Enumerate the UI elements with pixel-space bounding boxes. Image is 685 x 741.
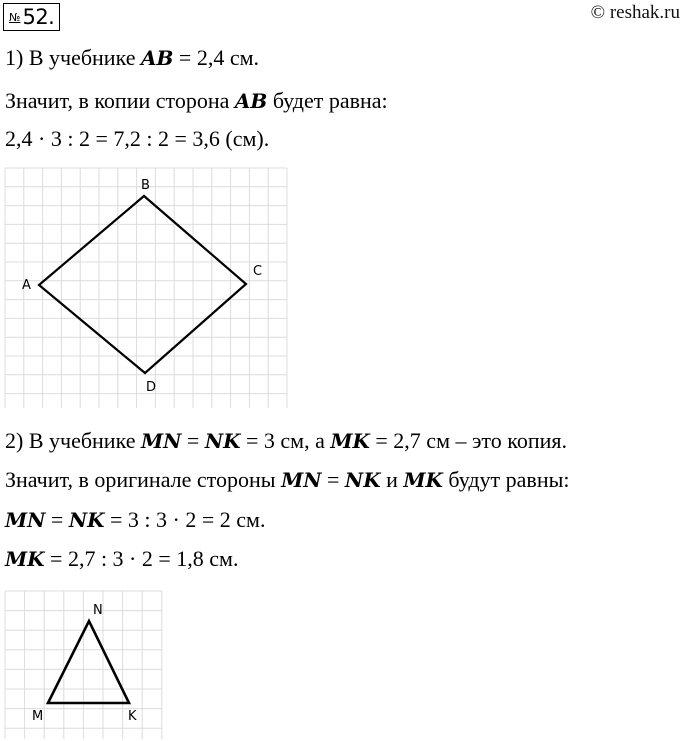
- text: 2) В учебнике: [5, 428, 141, 453]
- label-b: B: [141, 178, 150, 193]
- math-mn: MN: [281, 468, 322, 492]
- triangle-mnk: [48, 621, 129, 703]
- text: и: [380, 467, 404, 492]
- label-k: K: [128, 709, 137, 724]
- text: будут равны:: [442, 467, 570, 492]
- watermark: © reshak.ru: [590, 2, 680, 23]
- math-mk: MK: [330, 429, 370, 453]
- text: =: [321, 467, 345, 492]
- math-nk: NK: [68, 508, 105, 532]
- grid: [5, 591, 162, 739]
- text: будет равна:: [267, 88, 388, 113]
- math-mk: MK: [403, 468, 443, 492]
- label-a: A: [22, 278, 31, 293]
- rhombus-figure: [0, 165, 290, 410]
- math-mk: MK: [5, 547, 45, 571]
- part1-line2: [5, 88, 388, 114]
- text: Значит, в копии сторона: [5, 88, 235, 113]
- math-mn: MN: [140, 429, 182, 453]
- text: =: [181, 428, 205, 453]
- text: = 2,4 см.: [173, 45, 259, 70]
- text: = 2,7 см – это копия.: [369, 428, 567, 453]
- label-n: N: [93, 603, 103, 618]
- number-sign: №: [9, 10, 21, 24]
- text: 1) В учебнике: [5, 45, 141, 70]
- label-d: D: [146, 380, 157, 395]
- triangle-figure: [0, 588, 170, 741]
- math-ab: AB: [234, 89, 268, 113]
- text: = 2,7 : 3 · 2 = 1,8 см.: [44, 546, 239, 571]
- text: =: [45, 507, 69, 532]
- part1-line3: 2,4 · 3 : 2 = 7,2 : 2 = 3,6 (см).: [5, 126, 270, 151]
- part1-line1: [5, 45, 259, 71]
- label-m: M: [32, 709, 44, 724]
- part2-line3: [5, 507, 265, 533]
- part2-line1: [5, 428, 567, 454]
- part2-line2: [5, 467, 570, 493]
- math-nk: NK: [204, 429, 241, 453]
- math-mn: MN: [5, 508, 46, 532]
- problem-number: 52.: [22, 5, 55, 29]
- math-ab: AB: [140, 46, 174, 70]
- math-nk: NK: [344, 468, 381, 492]
- part2-line4: [5, 546, 238, 572]
- label-c: C: [253, 264, 263, 279]
- text: = 3 см, а: [240, 428, 331, 453]
- problem-number-badge: [3, 3, 60, 31]
- text: Значит, в оригинале стороны: [5, 467, 282, 492]
- text: = 3 : 3 · 2 = 2 см.: [104, 507, 266, 532]
- rhombus-abcd: [39, 196, 246, 373]
